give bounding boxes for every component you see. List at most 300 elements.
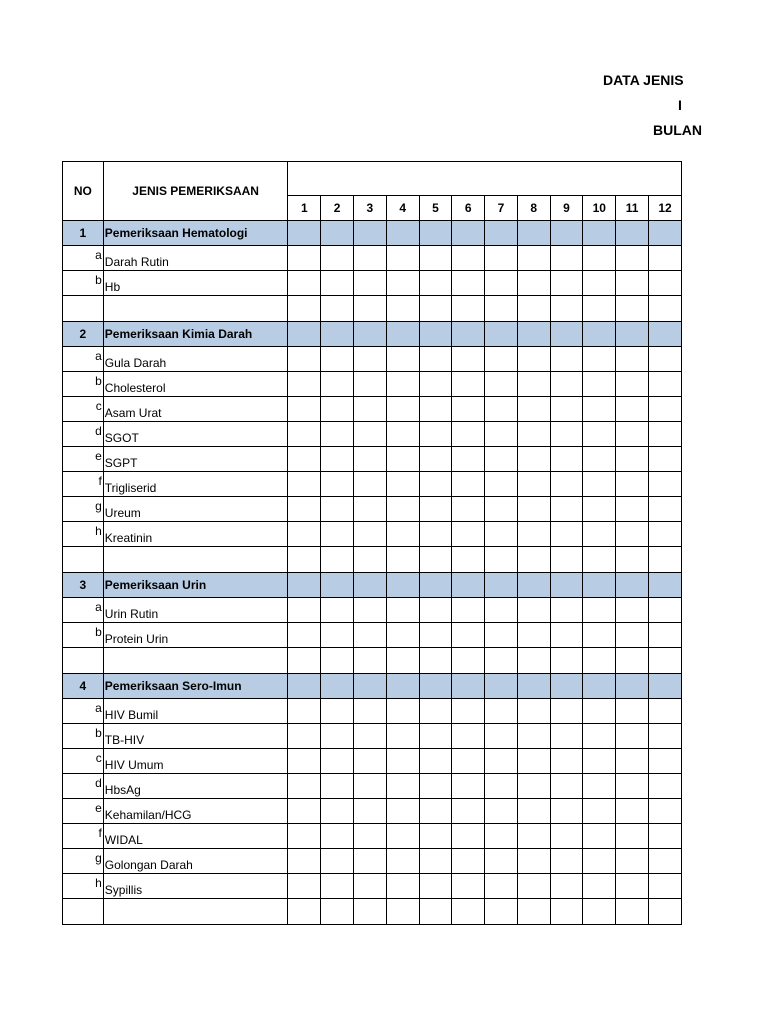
data-cell[interactable]: [616, 623, 649, 648]
data-cell[interactable]: [288, 799, 321, 824]
data-cell[interactable]: [616, 447, 649, 472]
data-cell[interactable]: [321, 824, 354, 849]
data-cell[interactable]: [354, 296, 387, 322]
data-cell[interactable]: [419, 472, 452, 497]
data-cell[interactable]: [649, 472, 682, 497]
data-cell[interactable]: [419, 497, 452, 522]
data-cell[interactable]: [517, 246, 550, 271]
data-cell[interactable]: [485, 749, 518, 774]
data-cell[interactable]: [583, 547, 616, 573]
data-cell[interactable]: [616, 749, 649, 774]
data-cell[interactable]: [517, 774, 550, 799]
data-cell[interactable]: [386, 547, 419, 573]
data-cell[interactable]: [550, 296, 583, 322]
data-cell[interactable]: [517, 623, 550, 648]
data-cell[interactable]: [452, 573, 485, 598]
data-cell[interactable]: [583, 497, 616, 522]
data-cell[interactable]: [649, 598, 682, 623]
data-cell[interactable]: [386, 724, 419, 749]
data-cell[interactable]: [616, 699, 649, 724]
data-cell[interactable]: [583, 472, 616, 497]
data-cell[interactable]: [583, 899, 616, 925]
data-cell[interactable]: [485, 899, 518, 925]
data-cell[interactable]: [452, 221, 485, 246]
data-cell[interactable]: [386, 296, 419, 322]
data-cell[interactable]: [386, 221, 419, 246]
data-cell[interactable]: [354, 547, 387, 573]
data-cell[interactable]: [485, 472, 518, 497]
data-cell[interactable]: [583, 573, 616, 598]
data-cell[interactable]: [452, 547, 485, 573]
data-cell[interactable]: [419, 598, 452, 623]
data-cell[interactable]: [517, 724, 550, 749]
data-cell[interactable]: [386, 849, 419, 874]
data-cell[interactable]: [583, 422, 616, 447]
data-cell[interactable]: [321, 799, 354, 824]
data-cell[interactable]: [288, 547, 321, 573]
data-cell[interactable]: [419, 271, 452, 296]
data-cell[interactable]: [616, 674, 649, 699]
data-cell[interactable]: [288, 824, 321, 849]
data-cell[interactable]: [288, 472, 321, 497]
data-cell[interactable]: [321, 724, 354, 749]
data-cell[interactable]: [354, 221, 387, 246]
data-cell[interactable]: [386, 447, 419, 472]
data-cell[interactable]: [583, 322, 616, 347]
data-cell[interactable]: [354, 573, 387, 598]
data-cell[interactable]: [386, 573, 419, 598]
data-cell[interactable]: [550, 674, 583, 699]
data-cell[interactable]: [616, 598, 649, 623]
data-cell[interactable]: [583, 296, 616, 322]
data-cell[interactable]: [419, 648, 452, 674]
data-cell[interactable]: [649, 749, 682, 774]
data-cell[interactable]: [485, 598, 518, 623]
data-cell[interactable]: [616, 347, 649, 372]
data-cell[interactable]: [485, 824, 518, 849]
data-cell[interactable]: [517, 674, 550, 699]
data-cell[interactable]: [616, 372, 649, 397]
data-cell[interactable]: [452, 397, 485, 422]
data-cell[interactable]: [321, 296, 354, 322]
data-cell[interactable]: [386, 623, 419, 648]
data-cell[interactable]: [485, 648, 518, 674]
data-cell[interactable]: [452, 497, 485, 522]
data-cell[interactable]: [616, 547, 649, 573]
data-cell[interactable]: [616, 422, 649, 447]
data-cell[interactable]: [649, 372, 682, 397]
data-cell[interactable]: [550, 824, 583, 849]
data-cell[interactable]: [321, 899, 354, 925]
data-cell[interactable]: [386, 372, 419, 397]
data-cell[interactable]: [386, 522, 419, 547]
data-cell[interactable]: [517, 899, 550, 925]
data-cell[interactable]: [386, 674, 419, 699]
data-cell[interactable]: [288, 724, 321, 749]
data-cell[interactable]: [649, 648, 682, 674]
data-cell[interactable]: [517, 749, 550, 774]
data-cell[interactable]: [550, 874, 583, 899]
data-cell[interactable]: [649, 522, 682, 547]
data-cell[interactable]: [354, 447, 387, 472]
data-cell[interactable]: [354, 372, 387, 397]
data-cell[interactable]: [354, 674, 387, 699]
data-cell[interactable]: [321, 573, 354, 598]
data-cell[interactable]: [485, 397, 518, 422]
data-cell[interactable]: [616, 899, 649, 925]
data-cell[interactable]: [583, 271, 616, 296]
data-cell[interactable]: [485, 347, 518, 372]
data-cell[interactable]: [321, 246, 354, 271]
data-cell[interactable]: [321, 849, 354, 874]
data-cell[interactable]: [452, 749, 485, 774]
data-cell[interactable]: [452, 246, 485, 271]
data-cell[interactable]: [649, 623, 682, 648]
data-cell[interactable]: [288, 447, 321, 472]
data-cell[interactable]: [354, 774, 387, 799]
data-cell[interactable]: [419, 322, 452, 347]
data-cell[interactable]: [550, 271, 583, 296]
data-cell[interactable]: [616, 774, 649, 799]
data-cell[interactable]: [386, 422, 419, 447]
data-cell[interactable]: [386, 271, 419, 296]
data-cell[interactable]: [485, 372, 518, 397]
data-cell[interactable]: [583, 699, 616, 724]
data-cell[interactable]: [550, 422, 583, 447]
data-cell[interactable]: [616, 724, 649, 749]
data-cell[interactable]: [354, 648, 387, 674]
data-cell[interactable]: [419, 447, 452, 472]
data-cell[interactable]: [550, 322, 583, 347]
data-cell[interactable]: [649, 221, 682, 246]
data-cell[interactable]: [452, 623, 485, 648]
data-cell[interactable]: [583, 347, 616, 372]
data-cell[interactable]: [386, 246, 419, 271]
data-cell[interactable]: [485, 774, 518, 799]
data-cell[interactable]: [649, 774, 682, 799]
data-cell[interactable]: [321, 598, 354, 623]
data-cell[interactable]: [354, 322, 387, 347]
data-cell[interactable]: [354, 522, 387, 547]
data-cell[interactable]: [583, 221, 616, 246]
data-cell[interactable]: [649, 397, 682, 422]
data-cell[interactable]: [550, 724, 583, 749]
data-cell[interactable]: [550, 347, 583, 372]
data-cell[interactable]: [485, 322, 518, 347]
data-cell[interactable]: [485, 849, 518, 874]
data-cell[interactable]: [321, 547, 354, 573]
data-cell[interactable]: [419, 221, 452, 246]
data-cell[interactable]: [649, 246, 682, 271]
data-cell[interactable]: [550, 522, 583, 547]
data-cell[interactable]: [288, 899, 321, 925]
data-cell[interactable]: [321, 397, 354, 422]
data-cell[interactable]: [485, 246, 518, 271]
data-cell[interactable]: [550, 547, 583, 573]
data-cell[interactable]: [288, 648, 321, 674]
data-cell[interactable]: [517, 648, 550, 674]
data-cell[interactable]: [517, 874, 550, 899]
data-cell[interactable]: [419, 372, 452, 397]
data-cell[interactable]: [550, 497, 583, 522]
data-cell[interactable]: [452, 849, 485, 874]
data-cell[interactable]: [452, 774, 485, 799]
data-cell[interactable]: [386, 397, 419, 422]
data-cell[interactable]: [354, 472, 387, 497]
data-cell[interactable]: [517, 422, 550, 447]
data-cell[interactable]: [616, 824, 649, 849]
data-cell[interactable]: [288, 497, 321, 522]
data-cell[interactable]: [288, 322, 321, 347]
data-cell[interactable]: [550, 699, 583, 724]
data-cell[interactable]: [616, 397, 649, 422]
data-cell[interactable]: [419, 397, 452, 422]
data-cell[interactable]: [386, 497, 419, 522]
data-cell[interactable]: [452, 322, 485, 347]
data-cell[interactable]: [386, 322, 419, 347]
data-cell[interactable]: [354, 422, 387, 447]
data-cell[interactable]: [649, 874, 682, 899]
data-cell[interactable]: [354, 799, 387, 824]
data-cell[interactable]: [485, 623, 518, 648]
data-cell[interactable]: [419, 422, 452, 447]
data-cell[interactable]: [288, 221, 321, 246]
data-cell[interactable]: [321, 372, 354, 397]
data-cell[interactable]: [419, 296, 452, 322]
data-cell[interactable]: [517, 221, 550, 246]
data-cell[interactable]: [517, 573, 550, 598]
data-cell[interactable]: [616, 296, 649, 322]
data-cell[interactable]: [616, 322, 649, 347]
data-cell[interactable]: [485, 799, 518, 824]
data-cell[interactable]: [354, 824, 387, 849]
data-cell[interactable]: [517, 296, 550, 322]
data-cell[interactable]: [386, 347, 419, 372]
data-cell[interactable]: [419, 849, 452, 874]
data-cell[interactable]: [321, 522, 354, 547]
data-cell[interactable]: [583, 674, 616, 699]
data-cell[interactable]: [550, 899, 583, 925]
data-cell[interactable]: [288, 749, 321, 774]
data-cell[interactable]: [321, 497, 354, 522]
data-cell[interactable]: [616, 874, 649, 899]
data-cell[interactable]: [419, 799, 452, 824]
data-cell[interactable]: [550, 397, 583, 422]
data-cell[interactable]: [354, 598, 387, 623]
data-cell[interactable]: [452, 522, 485, 547]
data-cell[interactable]: [321, 774, 354, 799]
data-cell[interactable]: [485, 724, 518, 749]
data-cell[interactable]: [386, 598, 419, 623]
data-cell[interactable]: [649, 547, 682, 573]
data-cell[interactable]: [649, 447, 682, 472]
data-cell[interactable]: [386, 899, 419, 925]
data-cell[interactable]: [386, 749, 419, 774]
data-cell[interactable]: [485, 522, 518, 547]
data-cell[interactable]: [386, 472, 419, 497]
data-cell[interactable]: [517, 699, 550, 724]
data-cell[interactable]: [452, 296, 485, 322]
data-cell[interactable]: [616, 221, 649, 246]
data-cell[interactable]: [288, 397, 321, 422]
data-cell[interactable]: [419, 699, 452, 724]
data-cell[interactable]: [386, 699, 419, 724]
data-cell[interactable]: [517, 497, 550, 522]
data-cell[interactable]: [321, 749, 354, 774]
data-cell[interactable]: [354, 699, 387, 724]
data-cell[interactable]: [583, 447, 616, 472]
data-cell[interactable]: [649, 699, 682, 724]
data-cell[interactable]: [550, 447, 583, 472]
data-cell[interactable]: [583, 799, 616, 824]
data-cell[interactable]: [517, 472, 550, 497]
data-cell[interactable]: [321, 347, 354, 372]
data-cell[interactable]: [583, 598, 616, 623]
data-cell[interactable]: [485, 271, 518, 296]
data-cell[interactable]: [288, 874, 321, 899]
data-cell[interactable]: [288, 598, 321, 623]
data-cell[interactable]: [550, 648, 583, 674]
data-cell[interactable]: [452, 271, 485, 296]
data-cell[interactable]: [419, 522, 452, 547]
data-cell[interactable]: [583, 522, 616, 547]
data-cell[interactable]: [550, 749, 583, 774]
data-cell[interactable]: [288, 422, 321, 447]
data-cell[interactable]: [517, 799, 550, 824]
data-cell[interactable]: [550, 774, 583, 799]
data-cell[interactable]: [386, 874, 419, 899]
data-cell[interactable]: [288, 522, 321, 547]
data-cell[interactable]: [616, 472, 649, 497]
data-cell[interactable]: [288, 271, 321, 296]
data-cell[interactable]: [452, 799, 485, 824]
data-cell[interactable]: [550, 372, 583, 397]
data-cell[interactable]: [517, 522, 550, 547]
data-cell[interactable]: [386, 799, 419, 824]
data-cell[interactable]: [288, 372, 321, 397]
data-cell[interactable]: [583, 372, 616, 397]
data-cell[interactable]: [321, 447, 354, 472]
data-cell[interactable]: [419, 547, 452, 573]
data-cell[interactable]: [354, 497, 387, 522]
data-cell[interactable]: [616, 799, 649, 824]
data-cell[interactable]: [386, 774, 419, 799]
data-cell[interactable]: [649, 824, 682, 849]
data-cell[interactable]: [517, 849, 550, 874]
data-cell[interactable]: [649, 347, 682, 372]
data-cell[interactable]: [419, 824, 452, 849]
data-cell[interactable]: [485, 547, 518, 573]
data-cell[interactable]: [419, 573, 452, 598]
data-cell[interactable]: [452, 422, 485, 447]
data-cell[interactable]: [419, 674, 452, 699]
data-cell[interactable]: [583, 724, 616, 749]
data-cell[interactable]: [649, 724, 682, 749]
data-cell[interactable]: [321, 472, 354, 497]
data-cell[interactable]: [354, 899, 387, 925]
data-cell[interactable]: [616, 246, 649, 271]
data-cell[interactable]: [517, 447, 550, 472]
data-cell[interactable]: [354, 246, 387, 271]
data-cell[interactable]: [419, 774, 452, 799]
data-cell[interactable]: [452, 447, 485, 472]
data-cell[interactable]: [321, 648, 354, 674]
data-cell[interactable]: [616, 497, 649, 522]
data-cell[interactable]: [321, 874, 354, 899]
data-cell[interactable]: [419, 347, 452, 372]
data-cell[interactable]: [321, 699, 354, 724]
data-cell[interactable]: [452, 724, 485, 749]
data-cell[interactable]: [386, 648, 419, 674]
data-cell[interactable]: [583, 246, 616, 271]
data-cell[interactable]: [517, 397, 550, 422]
data-cell[interactable]: [419, 749, 452, 774]
data-cell[interactable]: [452, 674, 485, 699]
data-cell[interactable]: [616, 522, 649, 547]
data-cell[interactable]: [517, 547, 550, 573]
data-cell[interactable]: [649, 296, 682, 322]
data-cell[interactable]: [288, 573, 321, 598]
data-cell[interactable]: [321, 221, 354, 246]
data-cell[interactable]: [485, 497, 518, 522]
data-cell[interactable]: [288, 674, 321, 699]
data-cell[interactable]: [616, 849, 649, 874]
data-cell[interactable]: [649, 422, 682, 447]
data-cell[interactable]: [517, 347, 550, 372]
data-cell[interactable]: [485, 674, 518, 699]
data-cell[interactable]: [452, 472, 485, 497]
data-cell[interactable]: [354, 623, 387, 648]
data-cell[interactable]: [583, 874, 616, 899]
data-cell[interactable]: [354, 849, 387, 874]
data-cell[interactable]: [517, 322, 550, 347]
data-cell[interactable]: [517, 271, 550, 296]
data-cell[interactable]: [452, 899, 485, 925]
data-cell[interactable]: [321, 623, 354, 648]
data-cell[interactable]: [419, 724, 452, 749]
data-cell[interactable]: [452, 347, 485, 372]
data-cell[interactable]: [452, 372, 485, 397]
data-cell[interactable]: [354, 347, 387, 372]
data-cell[interactable]: [452, 824, 485, 849]
data-cell[interactable]: [485, 221, 518, 246]
data-cell[interactable]: [452, 648, 485, 674]
data-cell[interactable]: [550, 598, 583, 623]
data-cell[interactable]: [616, 648, 649, 674]
data-cell[interactable]: [583, 397, 616, 422]
data-cell[interactable]: [386, 824, 419, 849]
data-cell[interactable]: [550, 472, 583, 497]
data-cell[interactable]: [550, 623, 583, 648]
data-cell[interactable]: [649, 849, 682, 874]
data-cell[interactable]: [321, 271, 354, 296]
data-cell[interactable]: [288, 774, 321, 799]
data-cell[interactable]: [550, 573, 583, 598]
data-cell[interactable]: [517, 372, 550, 397]
data-cell[interactable]: [649, 322, 682, 347]
data-cell[interactable]: [288, 849, 321, 874]
data-cell[interactable]: [485, 422, 518, 447]
data-cell[interactable]: [354, 724, 387, 749]
data-cell[interactable]: [649, 271, 682, 296]
data-cell[interactable]: [583, 749, 616, 774]
data-cell[interactable]: [354, 397, 387, 422]
data-cell[interactable]: [288, 347, 321, 372]
data-cell[interactable]: [583, 824, 616, 849]
data-cell[interactable]: [419, 246, 452, 271]
data-cell[interactable]: [649, 573, 682, 598]
data-cell[interactable]: [419, 874, 452, 899]
